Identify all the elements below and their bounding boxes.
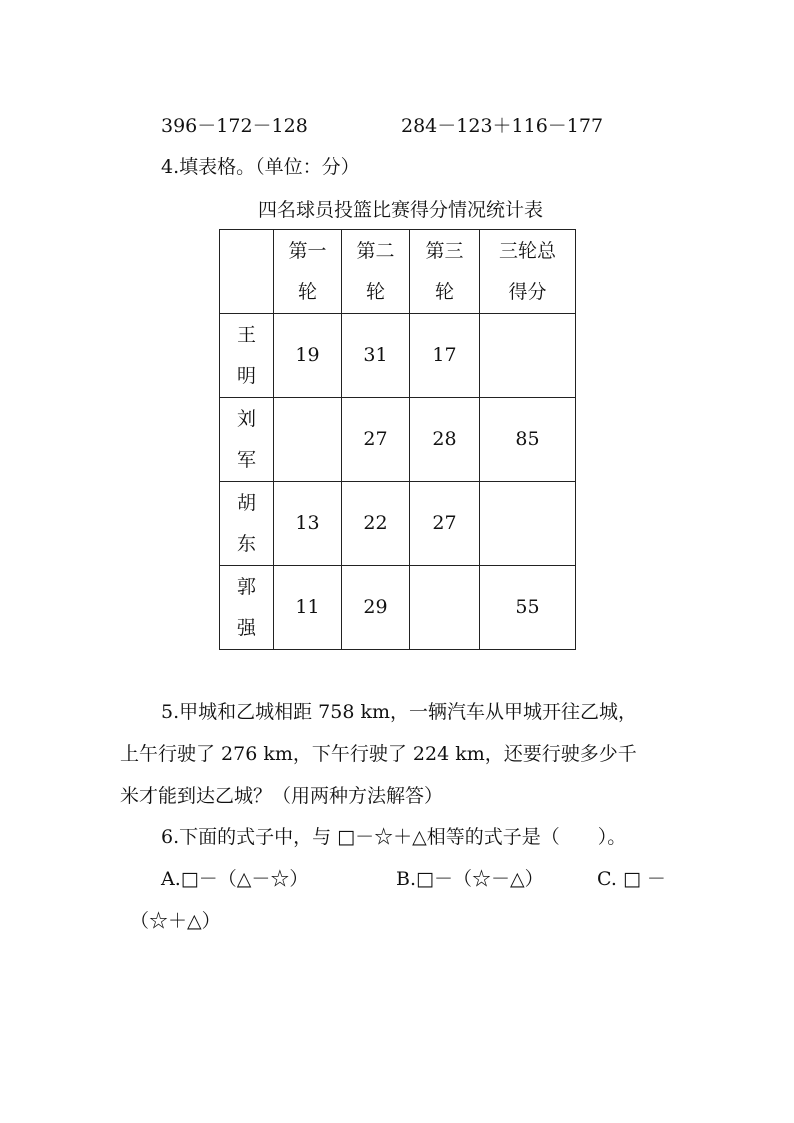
player-name-char2: 东	[236, 532, 256, 555]
player-name-cell	[220, 482, 274, 566]
option-b: B.□－（☆－△）	[396, 868, 544, 890]
round-3-score: 17	[410, 314, 480, 398]
expression-1: 396－172－128	[161, 115, 308, 137]
question-5-line-2: 上午行驶了 276 km，下午行驶了 224 km，还要行驶多少千	[120, 743, 637, 765]
player-name-cell	[220, 566, 274, 650]
header-cell-round-1	[274, 230, 342, 314]
header-round-1-line2: 轮	[297, 280, 317, 303]
header-cell-total	[480, 230, 576, 314]
player-name-char2: 明	[236, 364, 256, 387]
round-1-score	[274, 398, 342, 482]
player-name-char2: 强	[236, 616, 256, 639]
score-table	[219, 229, 576, 650]
player-name-char1: 胡	[236, 491, 256, 514]
question-5-line-1: 5.甲城和乙城相距 758 km，一辆汽车从甲城开往乙城，	[161, 701, 638, 723]
player-name-char2: 军	[236, 448, 256, 471]
player-name-char1: 刘	[236, 407, 256, 430]
header-total-line2: 得分	[508, 280, 547, 303]
total-score	[480, 482, 576, 566]
round-1-score: 11	[274, 566, 342, 650]
option-a: A.□－（△－☆）	[161, 868, 309, 890]
header-round-3-line1: 第三	[425, 239, 464, 262]
round-2-score: 27	[342, 398, 410, 482]
player-name-char1: 王	[236, 323, 256, 346]
expression-2: 284－123＋116－177	[401, 115, 604, 137]
table-row	[220, 482, 576, 566]
header-round-2-line2: 轮	[365, 280, 385, 303]
round-2-score: 31	[342, 314, 410, 398]
round-1-score: 13	[274, 482, 342, 566]
question-4-prompt: 4.填表格。（单位：分）	[161, 156, 360, 178]
player-name-cell	[220, 314, 274, 398]
table-row	[220, 314, 576, 398]
question-6-prompt: 6.下面的式子中，与 □－☆＋△相等的式子是（ ）。	[161, 826, 627, 848]
player-name-cell	[220, 398, 274, 482]
table-row	[220, 398, 576, 482]
total-score: 85	[480, 398, 576, 482]
round-3-score	[410, 566, 480, 650]
total-score: 55	[480, 566, 576, 650]
round-2-score: 29	[342, 566, 410, 650]
header-round-2-line1: 第二	[356, 239, 395, 262]
header-cell-round-2	[342, 230, 410, 314]
table-title: 四名球员投篮比赛得分情况统计表	[258, 199, 544, 221]
player-name-char1: 郭	[236, 575, 256, 598]
option-c-line-1: C. □ －	[597, 868, 666, 890]
option-c-line-2: （☆＋△）	[130, 910, 221, 932]
round-3-score: 27	[410, 482, 480, 566]
table-row	[220, 566, 576, 650]
total-score	[480, 314, 576, 398]
round-2-score: 22	[342, 482, 410, 566]
round-3-score: 28	[410, 398, 480, 482]
header-cell-round-3	[410, 230, 480, 314]
header-round-1-line1: 第一	[288, 239, 327, 262]
table-header-row	[220, 230, 576, 314]
header-total-line1: 三轮总	[498, 239, 556, 262]
header-cell-corner	[220, 230, 274, 314]
round-1-score: 19	[274, 314, 342, 398]
question-5-line-3: 米才能到达乙城？（用两种方法解答）	[120, 785, 444, 807]
header-round-3-line2: 轮	[434, 280, 454, 303]
